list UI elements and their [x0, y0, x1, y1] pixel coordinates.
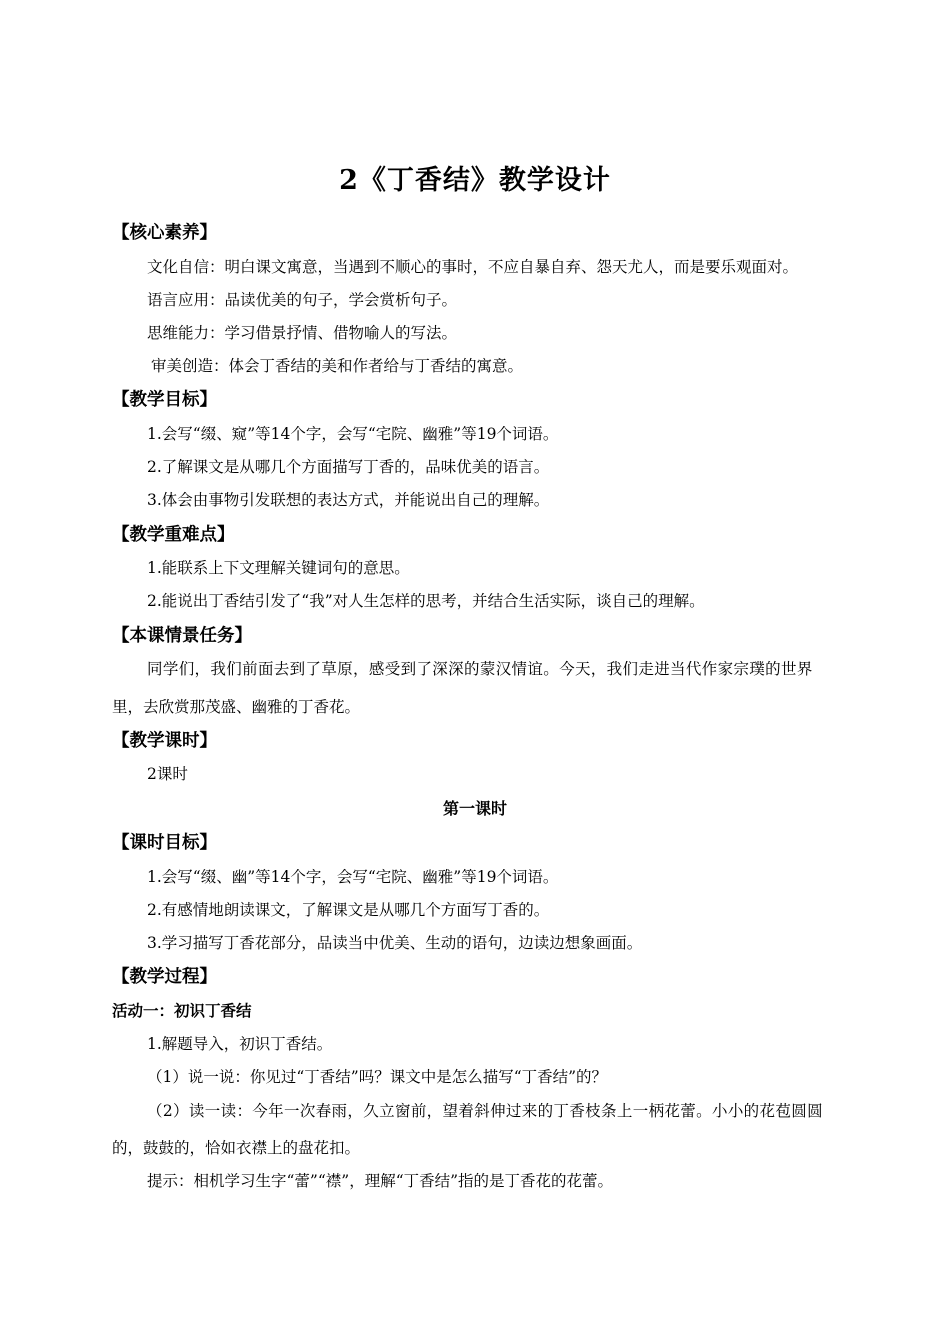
core-line-4: 审美创造：体会丁香结的美和作者给与丁香结的寓意。 [151, 357, 524, 375]
heading-key-difficulties: 【教学重难点】 [112, 525, 235, 545]
task-line-1: 同学们，我们前面去到了草原，感受到了深深的蒙汉情谊。今天，我们走进当代作家宗璞的世界 [147, 660, 813, 678]
heading-lesson-goals: 【课时目标】 [112, 833, 217, 853]
difficulty-line-2: 2.能说出丁香结引发了“我”对人生怎样的思考，并结合生活实际，谈自己的理解。 [147, 592, 705, 610]
heading-teaching-goals: 【教学目标】 [112, 390, 217, 410]
first-lesson-title: 第一课时 [442, 799, 507, 818]
process-line-1: 1.解题导入，初识丁香结。 [147, 1035, 333, 1053]
process-hint-line: 提示：相机学习生字“蕾”“襟”，理解“丁香结”指的是丁香花的花蕾。 [147, 1172, 614, 1190]
heading-scenario-task: 【本课情景任务】 [112, 626, 252, 646]
activity-one-title: 活动一：初识丁香结 [112, 1001, 252, 1020]
goal-line-1: 1.会写“缀、窥”等14个字，会写“宅院、幽雅”等19个词语。 [147, 425, 559, 443]
core-line-2: 语言应用：品读优美的句子，学会赏析句子。 [147, 291, 458, 309]
lesson-goal-line-1: 1.会写“缀、幽”等14个字，会写“宅院、幽雅”等19个词语。 [147, 868, 559, 886]
core-line-1: 文化自信：明白课文寓意，当遇到不顺心的事时，不应自暴自弃、怨天尤人，而是要乐观面对。 [147, 258, 799, 276]
heading-lesson-hours: 【教学课时】 [112, 731, 217, 751]
process-line-3: （2）读一读：今年一次春雨，久立窗前，望着斜伸过来的丁香枝条上一柄花蕾。小小的花苞圆圆 [147, 1102, 823, 1120]
difficulty-line-1: 1.能联系上下文理解关键词句的意思。 [147, 559, 410, 577]
document-title: 2《丁香结》教学设计 [339, 165, 611, 196]
core-line-3: 思维能力：学习借景抒情、借物喻人的写法。 [147, 324, 458, 342]
process-line-4: 的，鼓鼓的，恰如衣襟上的盘花扣。 [112, 1139, 361, 1157]
heading-teaching-process: 【教学过程】 [112, 967, 217, 987]
heading-core-literacy: 【核心素养】 [112, 223, 217, 243]
process-line-2: （1）说一说：你见过“丁香结”吗？课文中是怎么描写“丁香结”的？ [147, 1068, 608, 1086]
lesson-goal-line-3: 3.学习描写丁香花部分，品读当中优美、生动的语句，边读边想象画面。 [147, 934, 643, 952]
goal-line-2: 2.了解课文是从哪几个方面描写丁香的，品味优美的语言。 [147, 458, 550, 476]
goal-line-3: 3.体会由事物引发联想的表达方式，并能说出自己的理解。 [147, 491, 550, 509]
lesson-goal-line-2: 2.有感情地朗读课文，了解课文是从哪几个方面写丁香的。 [147, 901, 550, 919]
hours-line: 2课时 [147, 765, 188, 783]
task-line-2: 里，去欣赏那茂盛、幽雅的丁香花。 [112, 698, 361, 716]
